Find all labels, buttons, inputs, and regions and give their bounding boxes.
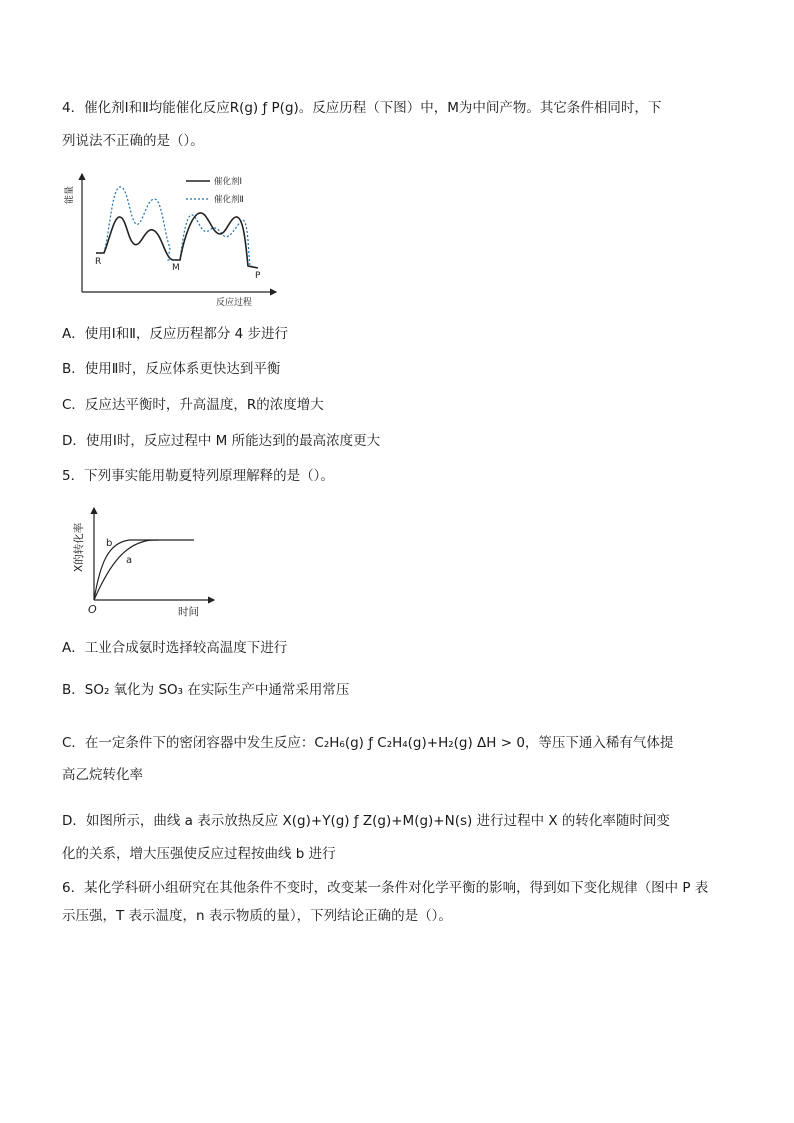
origin-label: O [88, 603, 97, 616]
curve-catalyst-1 [96, 213, 258, 268]
q5-option-d-line2: 化的关系，增大压强使反应过程按曲线 b 进行 [62, 846, 336, 862]
conversion-figure [68, 504, 218, 619]
q4-option-a: A．使用Ⅰ和Ⅱ，反应历程都分 4 步进行 [62, 326, 289, 342]
curve-a [94, 540, 158, 600]
y-axis-label: 能量 [65, 185, 75, 204]
energy-profile-figure [62, 168, 282, 310]
curve-label-a: a [126, 555, 133, 566]
q4-stem-line2: 列说法不正确的是（）。 [62, 133, 204, 149]
x-axis-label: 时间 [178, 606, 199, 618]
curve-label-b: b [106, 538, 113, 549]
legend-label-catalyst-1: 催化剂Ⅰ [214, 177, 243, 187]
legend-label-catalyst-2: 催化剂Ⅱ [214, 195, 244, 205]
q4-option-d: D．使用Ⅰ时，反应过程中 M 所能达到的最高浓度更大 [62, 433, 381, 449]
q5-stem: 5．下列事实能用勒夏特列原理解释的是（）。 [62, 468, 334, 484]
y-axis-label: X的转化率 [73, 522, 85, 572]
point-label-M: M [172, 263, 180, 273]
x-axis-label: 反应过程 [216, 298, 253, 308]
q6-stem-line1: 6．某化学科研小组研究在其他条件不变时，改变某一条件对化学平衡的影响，得到如下变化规律（图中 P 表 [62, 880, 709, 896]
q4-option-c: C．反应达平衡时，升高温度，R的浓度增大 [62, 397, 324, 413]
point-label-R: R [95, 257, 102, 267]
q4-option-b: B．使用Ⅱ时，反应体系更快达到平衡 [62, 361, 281, 377]
q5-option-b: B．SO₂ 氧化为 SO₃ 在实际生产中通常采用常压 [62, 682, 350, 698]
q6-stem-line2: 示压强，T 表示温度，n 表示物质的量），下列结论正确的是（）。 [62, 908, 452, 924]
q5-option-c-line2: 高乙烷转化率 [62, 767, 143, 783]
point-label-P: P [255, 271, 261, 281]
q4-stem-line1: 4．催化剂Ⅰ和Ⅱ均能催化反应R(g) ƒ P(g)。反应历程（下图）中，M为中间产物。其它条件相同时，下 [62, 100, 662, 116]
q5-option-d-line1: D．如图所示，曲线 a 表示放热反应 X(g)+Y(g) ƒ Z(g)+M(g)+N(s) 进行过程中 X 的转化率随时间变 [62, 813, 670, 829]
q5-option-a: A．工业合成氨时选择较高温度下进行 [62, 640, 288, 656]
q5-option-c-line1: C．在一定条件下的密闭容器中发生反应：C₂H₆(g) ƒ C₂H₄(g)+H₂(g) ΔH > 0，等压下通入稀有气体提 [62, 735, 674, 751]
